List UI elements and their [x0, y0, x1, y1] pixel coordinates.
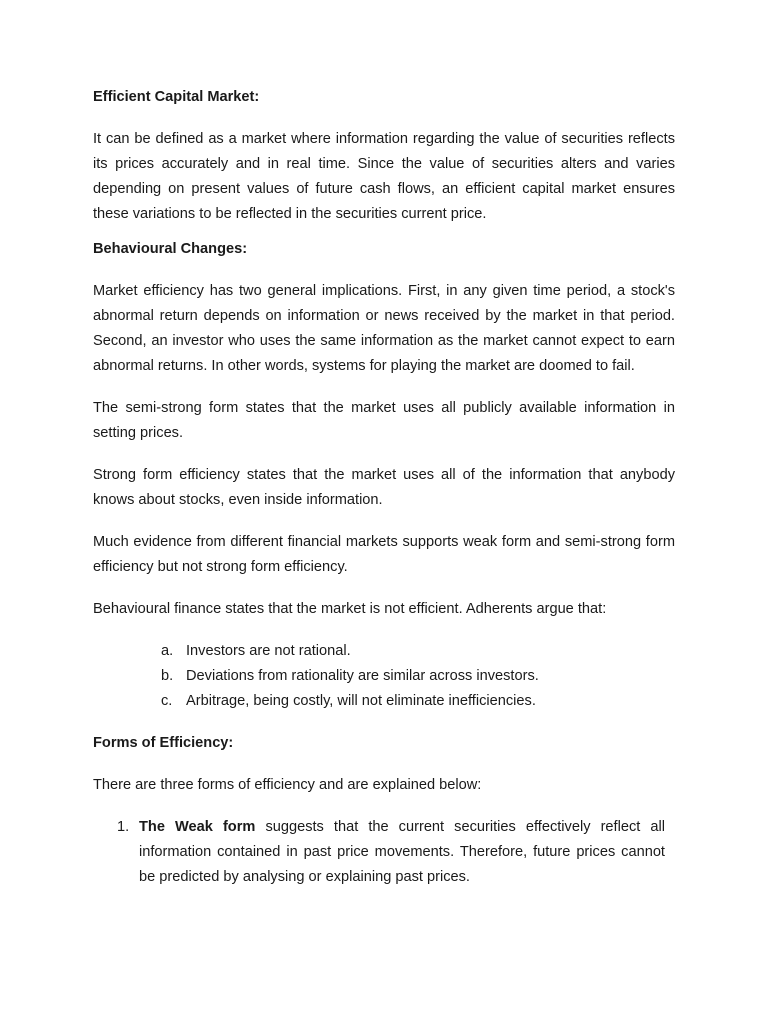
- paragraph-market-efficiency: Market efficiency has two general implications. First, in any given time period, a stock's abnormal return depends on information or news received by the market in that period. Second, an investor who uses the same information as the market cannot expect to earn abnormal returns. In other words, systems for playing the market are doomed to fail.: [93, 283, 675, 374]
- weak-form-term: The Weak form: [139, 819, 256, 835]
- paragraph-strong-form: Strong form efficiency states that the market uses all of the information that anybody knows about stocks, even inside information.: [93, 467, 675, 508]
- heading-behavioural-changes: Behavioural Changes:: [93, 241, 248, 257]
- list-item-text: Investors are not rational.: [186, 643, 351, 659]
- adherents-argument-list: [93, 639, 675, 714]
- list-item-text: Arbitrage, being costly, will not eliminate inefficiencies.: [186, 693, 536, 709]
- list-item-text: Deviations from rationality are similar across investors.: [186, 668, 539, 684]
- forms-list: [93, 815, 675, 890]
- list-item: [93, 639, 675, 664]
- paragraph-forms-intro: There are three forms of efficiency and are explained below:: [93, 777, 482, 793]
- list-marker: 1.: [117, 819, 130, 835]
- paragraph-semi-strong: The semi-strong form states that the market uses all publicly available information in setting prices.: [93, 400, 675, 441]
- heading-forms-of-efficiency: Forms of Efficiency:: [93, 735, 234, 751]
- list-marker: a.: [161, 643, 174, 659]
- list-item: [93, 664, 675, 689]
- weak-form-description: suggests that the current securities effectively reflect all information contained in past price movements. Therefore, future prices cannot be predicted by analysing or explaining past prices.: [139, 819, 665, 885]
- list-item: [93, 689, 675, 714]
- document-page: [93, 85, 675, 890]
- paragraph-behavioural-finance: Behavioural finance states that the market is not efficient. Adherents argue that:: [93, 601, 607, 617]
- list-item: [93, 815, 675, 890]
- list-marker: c.: [161, 693, 173, 709]
- paragraph-evidence: Much evidence from different financial markets supports weak form and semi-strong form efficiency but not strong form efficiency.: [93, 534, 675, 575]
- list-marker: b.: [161, 668, 174, 684]
- heading-efficient-capital-market: Efficient Capital Market:: [93, 89, 260, 105]
- paragraph-definition: It can be defined as a market where information regarding the value of securities reflects its prices accurately and in real time. Since the value of securities alters and varies depending on present values of future cash flows, an efficient capital market ensures these variations to be reflected in the securities current price.: [93, 131, 675, 222]
